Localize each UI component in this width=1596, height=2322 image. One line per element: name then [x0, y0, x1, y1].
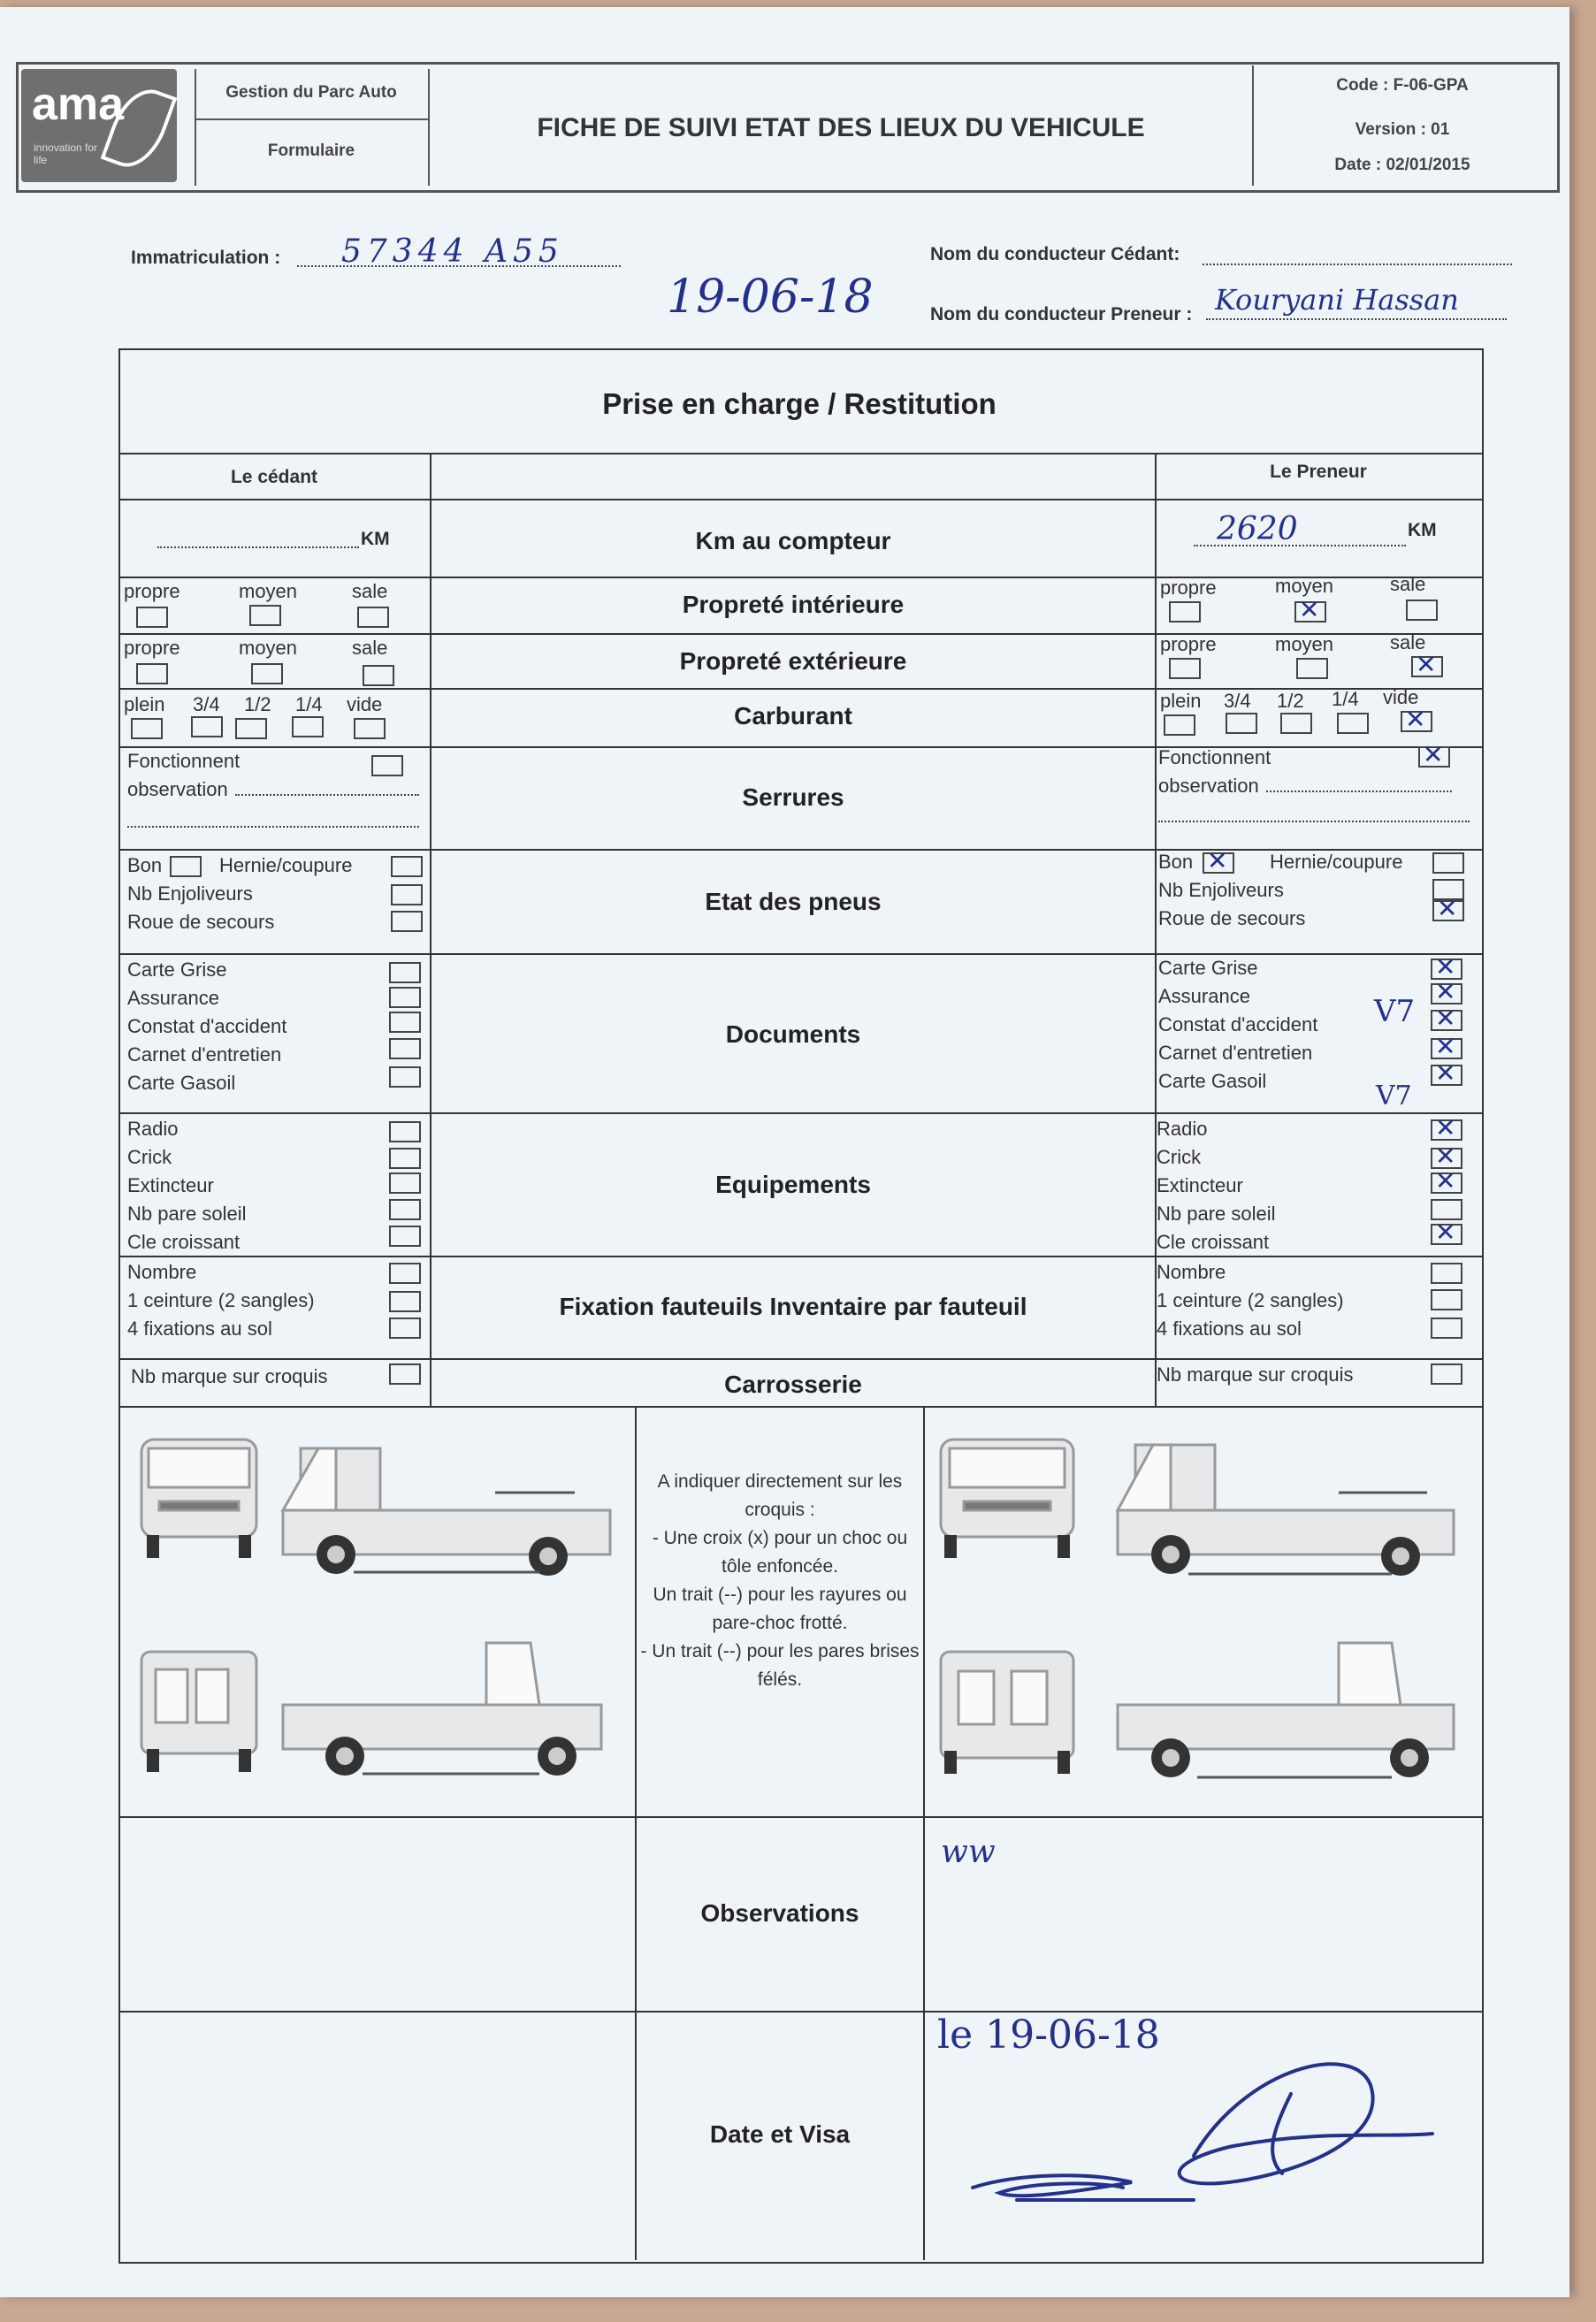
annotation-v7-second: V7 [1376, 1081, 1412, 1111]
checkbox-right-pneus-roue[interactable] [1432, 900, 1464, 921]
vehicle-sketch-left[interactable] [124, 1422, 619, 1811]
visa-left[interactable] [122, 2014, 633, 2258]
signature[interactable] [964, 2032, 1459, 2235]
checkbox-left-ext-moyen[interactable] [251, 663, 283, 684]
checkbox-right-fuel-12[interactable] [1280, 713, 1312, 734]
checkbox-right-fix-1[interactable] [1431, 1263, 1462, 1284]
checkbox-right-fix-2[interactable] [1431, 1289, 1462, 1310]
lbl-sale: sale [352, 580, 388, 602]
vehicle-sketch-right[interactable] [932, 1422, 1473, 1811]
checkbox-right-fuel-plein[interactable] [1164, 714, 1195, 736]
checkbox-right-fuel-34[interactable] [1226, 713, 1257, 734]
checkbox-left-pneus-hernie[interactable] [391, 856, 423, 877]
row-line [118, 1816, 1482, 1818]
km-preneur-field[interactable] [1194, 511, 1406, 547]
lbl-hernie: Hernie/coupure [219, 854, 353, 876]
lbl-moyen: moyen [1275, 633, 1334, 655]
equip-item: Cle croissant [127, 1231, 241, 1253]
row-line [118, 1112, 1482, 1114]
checkbox-right-doc-2[interactable] [1431, 983, 1462, 1004]
checkbox-right-equip-1[interactable] [1431, 1119, 1462, 1141]
preneur-value: Kouryani Hassan [1215, 283, 1459, 317]
row-line [118, 953, 1482, 955]
col-header-preneur: Le Preneur [1270, 462, 1367, 482]
row-label-documents: Documents [725, 1020, 861, 1048]
checkbox-right-int-moyen[interactable] [1294, 601, 1326, 623]
lbl-sale: sale [352, 637, 388, 659]
checkbox-left-fuel-14[interactable] [292, 716, 324, 737]
observations-right[interactable] [927, 1820, 1478, 2009]
fix-item: 1 ceinture (2 sangles) [127, 1289, 315, 1311]
preneur-label: Nom du conducteur Preneur : [930, 304, 1193, 325]
doc-item: Assurance [127, 987, 219, 1009]
doc-type: Formulaire [267, 141, 355, 160]
form-page [0, 7, 1569, 2297]
instruction-line: A indiquer directement sur les croquis : [657, 1471, 903, 1520]
checkbox-left-fuel-plein[interactable] [131, 718, 163, 739]
equip-item: Extincteur [1157, 1174, 1243, 1196]
logo-text: ama [32, 79, 125, 130]
lbl-vide: vide [347, 693, 383, 715]
km-suffix-right: KM [1408, 520, 1437, 540]
lbl-vide: vide [1383, 686, 1419, 708]
checkbox-right-int-propre[interactable] [1169, 601, 1201, 623]
instruction-line: - Une croix (x) pour un choc ou tôle enfoncée. [652, 1528, 908, 1577]
checkbox-left-serrures[interactable] [371, 755, 403, 776]
org-unit: Gestion du Parc Auto [225, 83, 397, 102]
checkbox-left-ext-sale[interactable] [363, 665, 394, 686]
checkbox-left-fix-1[interactable] [389, 1263, 421, 1284]
row-label-equipements: Equipements [715, 1171, 871, 1198]
header-divider [196, 118, 428, 120]
doc-item: Carnet d'entretien [1158, 1042, 1313, 1064]
equip-item: Radio [1157, 1118, 1208, 1140]
equip-item: Crick [127, 1146, 172, 1168]
row-label-prop-int: Propreté intérieure [682, 591, 905, 618]
row-line [118, 2011, 1482, 2013]
doc-item: Carte Grise [127, 959, 227, 981]
lbl-propre: propre [124, 580, 180, 602]
km-cedant-field[interactable] [157, 532, 359, 548]
lbl-bon: Bon [127, 854, 163, 876]
checkbox-left-doc-5[interactable] [389, 1066, 421, 1088]
checkbox-right-fuel-14[interactable] [1337, 713, 1369, 734]
lbl-moyen: moyen [1275, 575, 1334, 597]
row-line [118, 1256, 1482, 1257]
equip-item: Nb pare soleil [1157, 1203, 1276, 1225]
lbl-14: 1/4 [1332, 688, 1359, 710]
doc-code: Code : F-06-GPA [1336, 76, 1469, 95]
checkbox-left-fix-2[interactable] [389, 1291, 421, 1312]
lbl-hernie: Hernie/coupure [1270, 851, 1403, 873]
serrures-obs-right-line1[interactable] [1266, 789, 1452, 792]
col-line-sketch-right [923, 1406, 925, 2260]
checkbox-right-doc-5[interactable] [1431, 1065, 1462, 1086]
checkbox-right-doc-3[interactable] [1431, 1010, 1462, 1031]
checkbox-right-ext-propre[interactable] [1169, 658, 1201, 679]
observations-right-text: ww [941, 1834, 996, 1870]
fix-item: 1 ceinture (2 sangles) [1157, 1289, 1344, 1311]
doc-item: Constat d'accident [1158, 1013, 1318, 1035]
checkbox-left-equip-3[interactable] [389, 1172, 421, 1194]
row-label-date-visa: Date et Visa [709, 2120, 851, 2148]
checkbox-left-int-sale[interactable] [357, 607, 389, 628]
lbl-observation: observation [1158, 775, 1259, 797]
lbl-enjoliveurs: Nb Enjoliveurs [1158, 879, 1284, 901]
instruction-line: - Un trait (--) pour les pares brises félés. [640, 1641, 920, 1690]
table-title: Prise en charge / Restitution [602, 387, 997, 420]
lbl-sale: sale [1390, 631, 1426, 653]
doc-item: Carte Grise [1158, 957, 1258, 979]
checkbox-right-ext-moyen[interactable] [1296, 658, 1328, 679]
lbl-14: 1/4 [295, 693, 323, 715]
col-header-cedant: Le cédant [230, 467, 318, 487]
checkbox-right-ext-sale[interactable] [1411, 656, 1443, 677]
sketch-instructions [638, 1468, 921, 1694]
doc-item: Constat d'accident [127, 1015, 287, 1037]
serrures-obs-right-line2[interactable] [1158, 819, 1470, 822]
checkbox-left-pneus-roue[interactable] [391, 911, 423, 932]
checkbox-left-equip-1[interactable] [389, 1121, 421, 1142]
immat-label: Immatriculation : [131, 248, 281, 268]
observations-left[interactable] [122, 1820, 633, 2009]
equip-item: Radio [127, 1118, 179, 1140]
checkbox-right-pneus-hernie[interactable] [1432, 852, 1464, 874]
row-label-observations: Observations [700, 1899, 859, 1927]
fix-item: Nombre [127, 1261, 197, 1283]
checkbox-right-fix-3[interactable] [1431, 1318, 1462, 1339]
lbl-roue-secours: Roue de secours [127, 911, 275, 933]
checkbox-left-ext-propre[interactable] [136, 663, 168, 684]
immat-value: 57344 A55 [341, 233, 564, 270]
checkbox-right-doc-4[interactable] [1431, 1038, 1462, 1059]
row-label-fixation: Fixation fauteuils Inventaire par fauteuil [559, 1293, 1027, 1320]
checkbox-left-int-propre[interactable] [136, 607, 168, 628]
row-label-carrosserie: Carrosserie [724, 1371, 862, 1398]
equip-item: Extincteur [127, 1174, 214, 1196]
doc-item: Carnet d'entretien [127, 1043, 282, 1066]
checkbox-left-equip-2[interactable] [389, 1148, 421, 1169]
checkbox-left-carrosserie[interactable] [389, 1363, 421, 1385]
checkbox-left-fuel-34[interactable] [191, 716, 223, 737]
equip-item: Nb pare soleil [127, 1203, 247, 1225]
row-line [118, 499, 1482, 500]
fix-item: 4 fixations au sol [1157, 1318, 1302, 1340]
lbl-moyen: moyen [239, 580, 298, 602]
lbl-34: 3/4 [1224, 690, 1251, 712]
lbl-fonctionnent: Fonctionnent [127, 750, 241, 772]
checkbox-left-fuel-12[interactable] [235, 718, 267, 739]
logo [21, 69, 177, 182]
visa-date: le 19-06-18 [937, 2013, 1160, 2058]
equip-item: Cle croissant [1157, 1231, 1270, 1253]
checkbox-left-fix-3[interactable] [389, 1318, 421, 1339]
lbl-fonctionnent: Fonctionnent [1158, 746, 1271, 768]
fix-item: Nombre [1157, 1261, 1226, 1283]
row-label-serrures: Serrures [742, 783, 844, 811]
equip-item: Crick [1157, 1146, 1202, 1168]
row-label-carburant: Carburant [734, 702, 852, 729]
row-line [118, 1406, 1482, 1408]
lbl-propre: propre [1160, 633, 1217, 655]
checkbox-right-serrures[interactable] [1418, 746, 1450, 768]
doc-date: Date : 02/01/2015 [1334, 156, 1470, 174]
handwritten-date: 19-06-18 [667, 271, 874, 324]
checkbox-left-doc-1[interactable] [389, 962, 421, 983]
checkbox-left-pneus-enjol[interactable] [391, 884, 423, 905]
fix-item: 4 fixations au sol [127, 1318, 272, 1340]
serrures-obs-left-line2[interactable] [127, 824, 419, 828]
checkbox-right-equip-5[interactable] [1431, 1224, 1462, 1245]
checkbox-right-carrosserie[interactable] [1431, 1363, 1462, 1385]
doc-item: Assurance [1158, 985, 1250, 1007]
annotation-v7: V7 [1374, 994, 1416, 1029]
checkbox-left-equip-4[interactable] [389, 1199, 421, 1220]
lbl-sale: sale [1390, 573, 1426, 595]
checkbox-right-equip-3[interactable] [1431, 1172, 1462, 1194]
lbl-34: 3/4 [193, 693, 220, 715]
lbl-plein: plein [124, 693, 165, 715]
checkbox-right-int-sale[interactable] [1406, 600, 1438, 621]
checkbox-left-fuel-vide[interactable] [354, 718, 386, 739]
checkbox-left-doc-2[interactable] [389, 987, 421, 1008]
row-line [118, 453, 1482, 454]
row-label-pneus: Etat des pneus [705, 888, 882, 915]
logo-subtitle: innovation for life [34, 141, 98, 166]
lbl-propre: propre [1160, 577, 1217, 599]
row-label-km: Km au compteur [695, 527, 891, 554]
checkbox-right-pneus-bon[interactable] [1203, 852, 1234, 874]
lbl-bon: Bon [1158, 851, 1194, 873]
doc-version: Version : 01 [1355, 120, 1450, 139]
checkbox-left-equip-5[interactable] [389, 1226, 421, 1247]
checkbox-right-fuel-vide[interactable] [1401, 711, 1432, 732]
cedant-field[interactable] [1203, 248, 1512, 265]
lbl-12: 1/2 [1277, 690, 1304, 712]
row-line [118, 1358, 1482, 1360]
lbl-12: 1/2 [244, 693, 271, 715]
lbl-propre: propre [124, 637, 180, 659]
header-divider [1252, 65, 1254, 186]
checkbox-left-pneus-bon[interactable] [170, 856, 202, 877]
serrures-obs-left-line1[interactable] [235, 792, 419, 796]
lbl-observation: observation [127, 778, 228, 800]
cedant-label: Nom du conducteur Cédant: [930, 244, 1180, 264]
km-suffix-left: KM [361, 529, 390, 549]
lbl-nb-marque: Nb marque sur croquis [1157, 1363, 1354, 1386]
lbl-roue-secours: Roue de secours [1158, 907, 1306, 929]
lbl-enjoliveurs: Nb Enjoliveurs [127, 882, 253, 905]
preneur-field[interactable] [1206, 283, 1507, 320]
checkbox-left-int-moyen[interactable] [249, 605, 281, 626]
doc-item: Carte Gasoil [1158, 1070, 1267, 1092]
checkbox-left-doc-4[interactable] [389, 1038, 421, 1059]
doc-item: Carte Gasoil [127, 1072, 236, 1094]
row-line [118, 746, 1482, 748]
immat-field[interactable] [297, 233, 621, 270]
instruction-line: Un trait (--) pour les rayures ou pare-choc frotté. [653, 1585, 907, 1633]
lbl-nb-marque: Nb marque sur croquis [131, 1365, 328, 1387]
checkbox-left-doc-3[interactable] [389, 1012, 421, 1033]
km-preneur-value: 2620 [1217, 511, 1298, 547]
row-label-prop-ext: Propreté extérieure [679, 647, 907, 675]
lbl-moyen: moyen [239, 637, 298, 659]
lbl-plein: plein [1160, 690, 1202, 712]
form-title: FICHE DE SUIVI ETAT DES LIEUX DU VEHICULE [537, 113, 1145, 142]
